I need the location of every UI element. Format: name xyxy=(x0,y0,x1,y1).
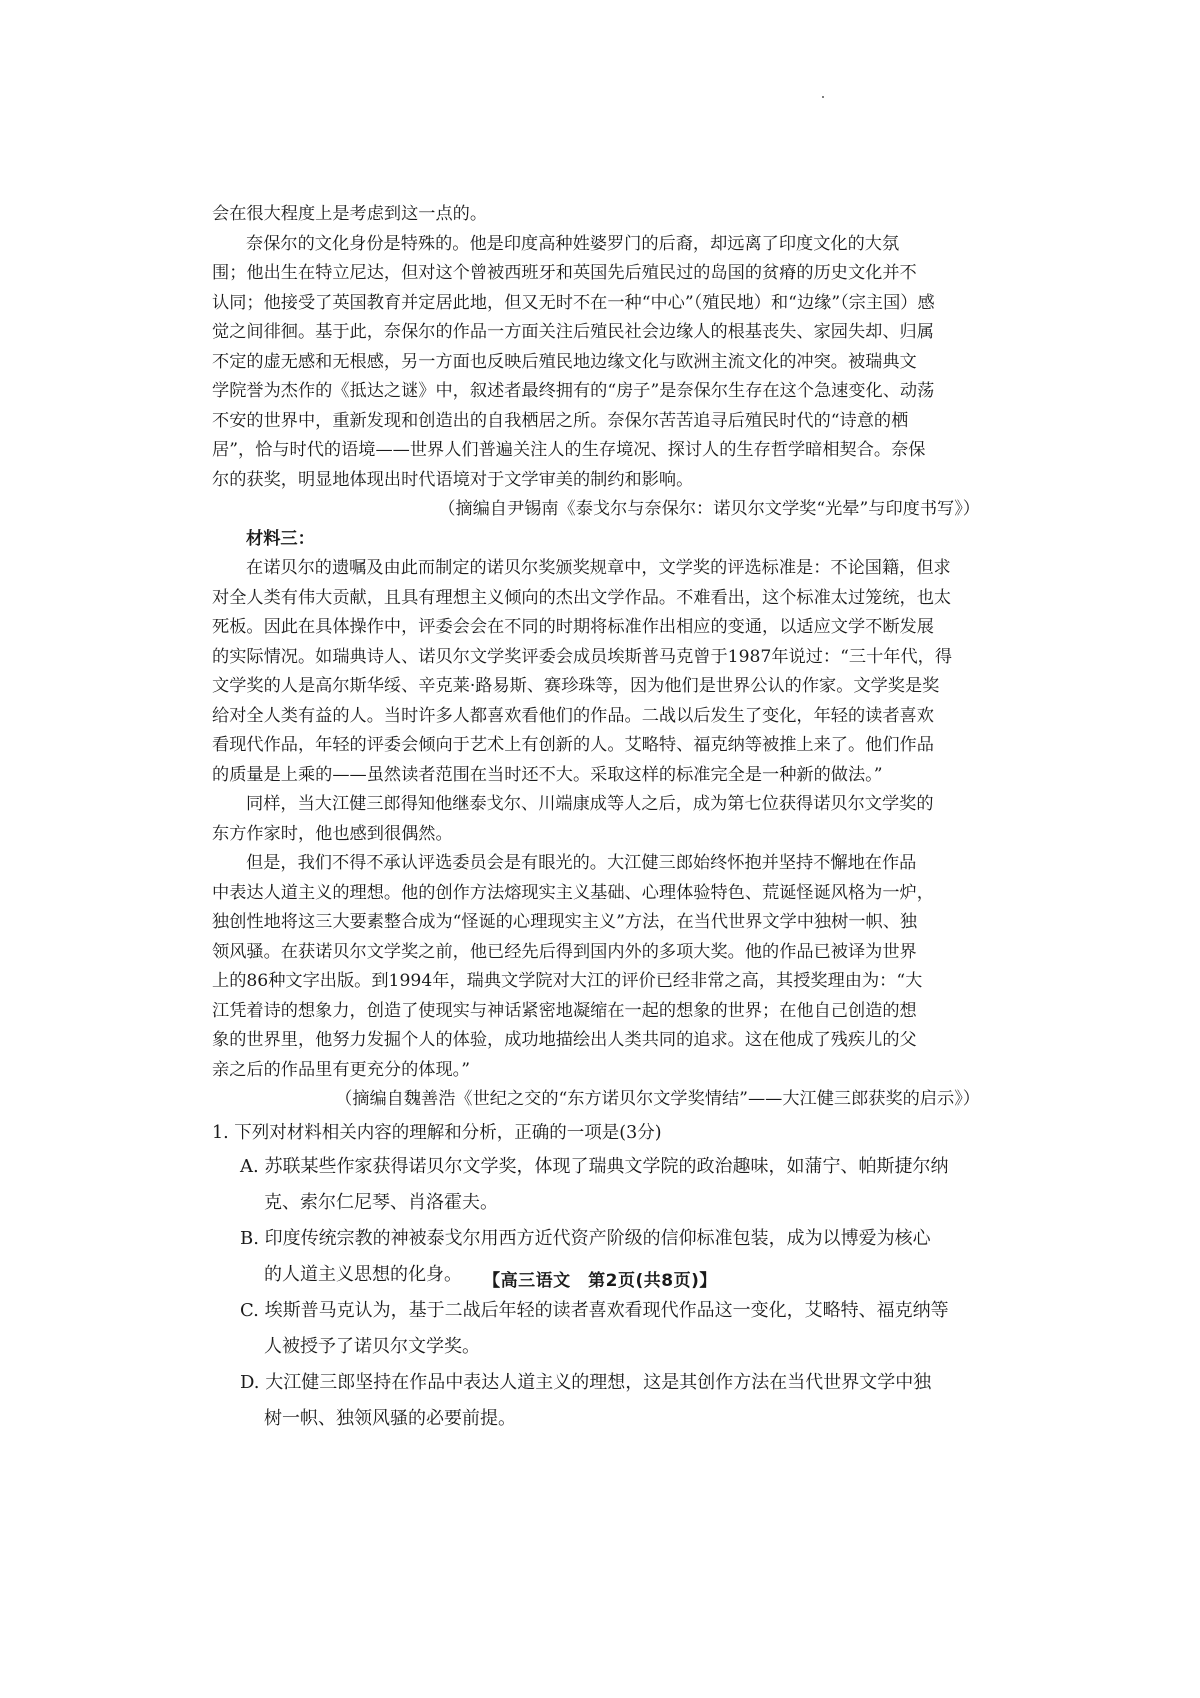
passage-line: 认同；他接受了英国教育并定居此地，但又无时不在一种“中心”（殖民地）和“边缘”（宗主国）感 xyxy=(212,292,935,313)
passage-line: 不安的世界中，重新发现和创造出的自我栖居之所。奈保尔苦苦追寻后殖民时代的“诗意的栖 xyxy=(212,410,909,431)
passage-part-a xyxy=(212,200,986,525)
passage-line: 对全人类有伟大贡献，且具有理想主义倾向的杰出文学作品。不难看出，这个标准太过笼统，也太 xyxy=(212,587,952,608)
passage-line: 文学奖的人是高尔斯华绥、辛克莱·路易斯、赛珍珠等，因为他们是世界公认的作家。文学奖是奖 xyxy=(212,676,940,696)
option-text: 克、索尔仁尼琴、肖洛霍夫。 xyxy=(264,1191,498,1213)
passage-part-b xyxy=(212,525,986,1115)
material-heading: 材料三： xyxy=(246,528,315,549)
passage-line: 的质量是上乘的——虽然读者范围在当时还不大。采取这样的标准完全是一种新的做法。” xyxy=(212,764,883,785)
option-a xyxy=(212,1149,986,1221)
passage-line: 东方作家时，他也感到很偶然。 xyxy=(212,823,453,844)
passage-line: 在诺贝尔的遗嘱及由此而制定的诺贝尔奖颁奖规章中，文学奖的评选标准是：不论国籍，但求 xyxy=(246,558,951,578)
option-text: B. 印度传统宗教的神被泰戈尔用西方近代资产阶级的信仰标准包装，成为以博爱为核心 xyxy=(240,1227,931,1249)
passage-line: 觉之间徘徊。基于此，奈保尔的作品一方面关注后殖民社会边缘人的根基丧失、家园失却、归属 xyxy=(212,322,934,342)
page-footer: 【高三语文 第2页(共8页)】 xyxy=(483,1271,717,1291)
passage-line: 江凭着诗的想象力，创造了使现实与神话紧密地凝缩在一起的想象的世界；在他自己创造的想 xyxy=(212,1000,917,1021)
passage-line: 尔的获奖，明显地体现出时代语境对于文学审美的制约和影响。 xyxy=(212,469,694,490)
question-stem: 1. 下列对材料相关内容的理解和分析，正确的一项是(3分) xyxy=(212,1122,662,1143)
exam-page xyxy=(212,200,986,1437)
passage-line: 同样，当大江健三郎得知他继泰戈尔、川端康成等人之后，成为第七位获得诺贝尔文学奖的 xyxy=(246,794,934,814)
scan-speck xyxy=(822,96,824,98)
passage-line: 领风骚。在获诺贝尔文学奖之前，他已经先后得到国内外的多项大奖。他的作品已被译为世界 xyxy=(212,941,917,962)
passage-line: 象的世界里，他努力发掘个人的体验，成功地描绘出人类共同的追求。这在他成了残疾儿的父 xyxy=(212,1030,917,1050)
passage-line: 中表达人道主义的理想。他的创作方法熔现实主义基础、心理体验特色、荒诞怪诞风格为一炉， xyxy=(212,882,934,903)
passage-line: 上的86种文字出版。到1994年，瑞典文学院对大江的评价已经非常之高，其授奖理由为：“大 xyxy=(212,971,923,991)
passage-line: 会在很大程度上是考虑到这一点的。 xyxy=(212,204,488,224)
passage-line: 独创性地将这三大要素整合成为“怪诞的心理现实主义”方法，在当代世界文学中独树一帜、独 xyxy=(212,912,918,932)
option-text: 树一帜、独领风骚的必要前提。 xyxy=(264,1407,516,1429)
option-text: A. 苏联某些作家获得诺贝尔文学奖，体现了瑞典文学院的政治趣味，如蒲宁、帕斯捷尔纳 xyxy=(240,1155,949,1177)
option-text: 人被授予了诺贝尔文学奖。 xyxy=(264,1335,480,1357)
option-c xyxy=(212,1293,986,1365)
option-text: 的人道主义思想的化身。 xyxy=(264,1263,462,1285)
passage-line: 不定的虚无感和无根感，另一方面也反映后殖民地边缘文化与欧洲主流文化的冲突。被瑞典文 xyxy=(212,351,917,372)
passage-line: 围；他出生在特立尼达，但对这个曾被西班牙和英国先后殖民过的岛国的贫瘠的历史文化并不 xyxy=(212,263,917,283)
source-citation: （摘编自尹锡南《泰戈尔与奈保尔：诺贝尔文学奖“光晕”与印度书写》） xyxy=(438,499,980,519)
option-text: D. 大江健三郎坚持在作品中表达人道主义的理想，这是其创作方法在当代世界文学中独 xyxy=(240,1371,932,1393)
passage-line: 死板。因此在具体操作中，评委会会在不同的时期将标准作出相应的变通，以适应文学不断发展 xyxy=(212,617,934,637)
option-text: C. 埃斯普马克认为，基于二战后年轻的读者喜欢看现代作品这一变化，艾略特、福克纳等 xyxy=(240,1299,949,1321)
source-citation: （摘编自魏善浩《世纪之交的“东方诺贝尔文学奖情结”——大江健三郎获奖的启示》） xyxy=(335,1089,980,1109)
passage-line: 看现代作品，年轻的评委会倾向于艺术上有创新的人。艾略特、福克纳等被推上来了。他们作品 xyxy=(212,735,934,755)
passage-line: 居”，恰与时代的语境——世界人们普遍关注人的生存境况、探讨人的生存哲学暗相契合。奈保 xyxy=(212,440,926,460)
passage-line: 奈保尔的文化身份是特殊的。他是印度高种姓婆罗门的后裔，却远离了印度文化的大氛 xyxy=(246,233,900,254)
option-d xyxy=(212,1365,986,1437)
passage-line: 亲之后的作品里有更充分的体现。” xyxy=(212,1059,471,1080)
passage-line: 给对全人类有益的人。当时许多人都喜欢看他们的作品。二战以后发生了变化，年轻的读者喜欢 xyxy=(212,705,934,726)
passage-line: 但是，我们不得不承认评选委员会是有眼光的。大江健三郎始终怀抱并坚持不懈地在作品 xyxy=(246,853,917,873)
passage-line: 学院誉为杰作的《抵达之谜》中，叙述者最终拥有的“房子”是奈保尔生存在这个急速变化、动荡 xyxy=(212,381,935,401)
passage-line: 的实际情况。如瑞典诗人、诺贝尔文学奖评委会成员埃斯普马克曾于1987年说过：“三十年代，得 xyxy=(212,646,953,667)
